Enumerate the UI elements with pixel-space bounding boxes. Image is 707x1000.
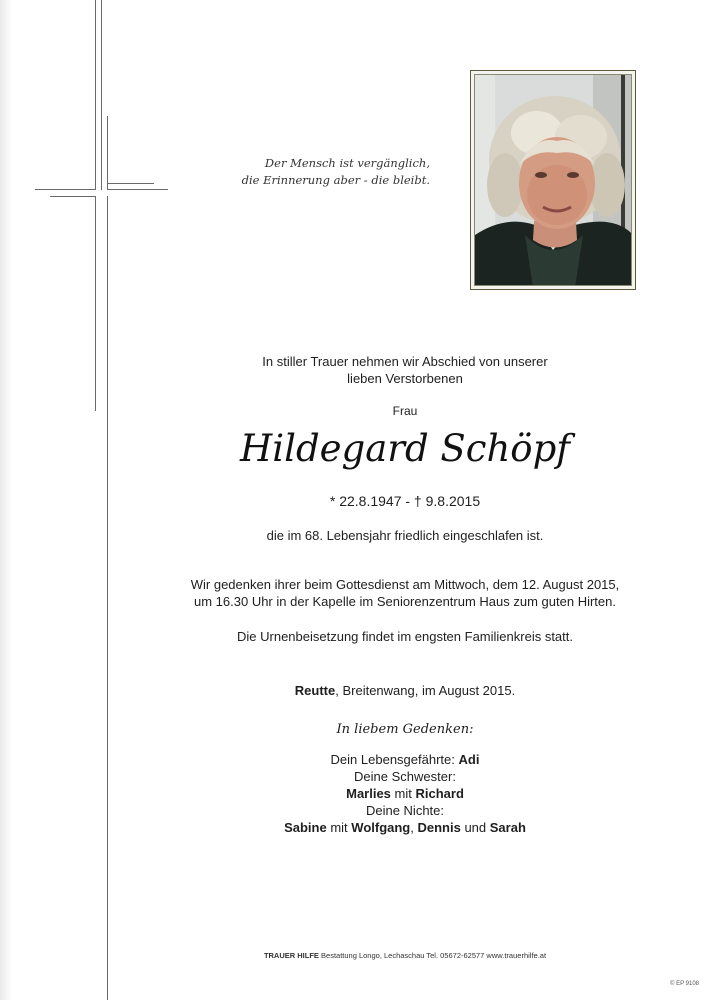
partner-name: Adi [458,752,480,767]
quote-line: die Erinnerung aber - die bleibt. [241,173,430,187]
title-text: Frau [392,404,418,418]
niece-name: Sabine [284,820,327,835]
intro-line: In stiller Trauer nehmen wir Abschied von unserer [262,354,548,369]
town-name: Reutte [294,683,336,698]
age-line: die im 68. Lebensjahr friedlich eingeschlafen ist. [266,528,544,543]
mourners-list [180,751,630,836]
print-code: © EP 9108 [670,981,699,987]
place-rest: , Breitenwang, im August 2015. [335,683,516,698]
place-date-line [180,682,630,699]
sister-line [180,785,630,802]
child-name: Dennis [417,820,461,835]
deceased-name: Hildegard Schöpf [240,427,570,470]
child-name: Sarah [489,820,526,835]
niece-line [180,819,630,836]
sister-label: Deine Schwester: [354,769,456,784]
sister-name: Marlies [346,786,391,801]
intro-text [180,353,630,387]
funeral-home-footer [180,951,630,960]
portrait-photo [474,74,632,286]
service-line: um 16.30 Uhr in der Kapelle im Seniorenzentrum Haus zum guten Hirten. [194,594,616,609]
niece-partner-name: Wolfgang [351,820,411,835]
service-text [180,576,630,610]
connector-comma: , [410,820,418,835]
intro-line: lieben Verstorbenen [347,371,463,386]
service-line: Wir gedenken ihrer beim Gottesdienst am Mittwoch, dem 12. August 2015, [190,577,620,592]
portrait-photo-frame [470,70,636,290]
footer-text: Bestattung Longo, Lechaschau Tel. 05672-62577 www.trauerhilfe.at [318,951,547,960]
partner-line [180,751,630,768]
life-dates: * 22.8.1947 - † 9.8.2015 [329,493,481,509]
quote-line: Der Mensch ist vergänglich, [264,156,430,170]
connector-und: und [460,820,490,835]
footer-brand: TRAUER HILFE [263,951,319,960]
sister-partner-name: Richard [415,786,464,801]
niece-label: Deine Nichte: [365,803,445,818]
burial-text: Die Urnenbeisetzung findet im engsten Familienkreis statt. [237,629,573,644]
memory-heading: In liebem Gedenken: [336,722,474,737]
connector-mit: mit [390,786,416,801]
paper-edge-shadow [0,0,12,1000]
memorial-quote [220,155,430,189]
partner-label: Dein Lebensgefährte: [330,752,459,767]
connector-mit: mit [326,820,352,835]
